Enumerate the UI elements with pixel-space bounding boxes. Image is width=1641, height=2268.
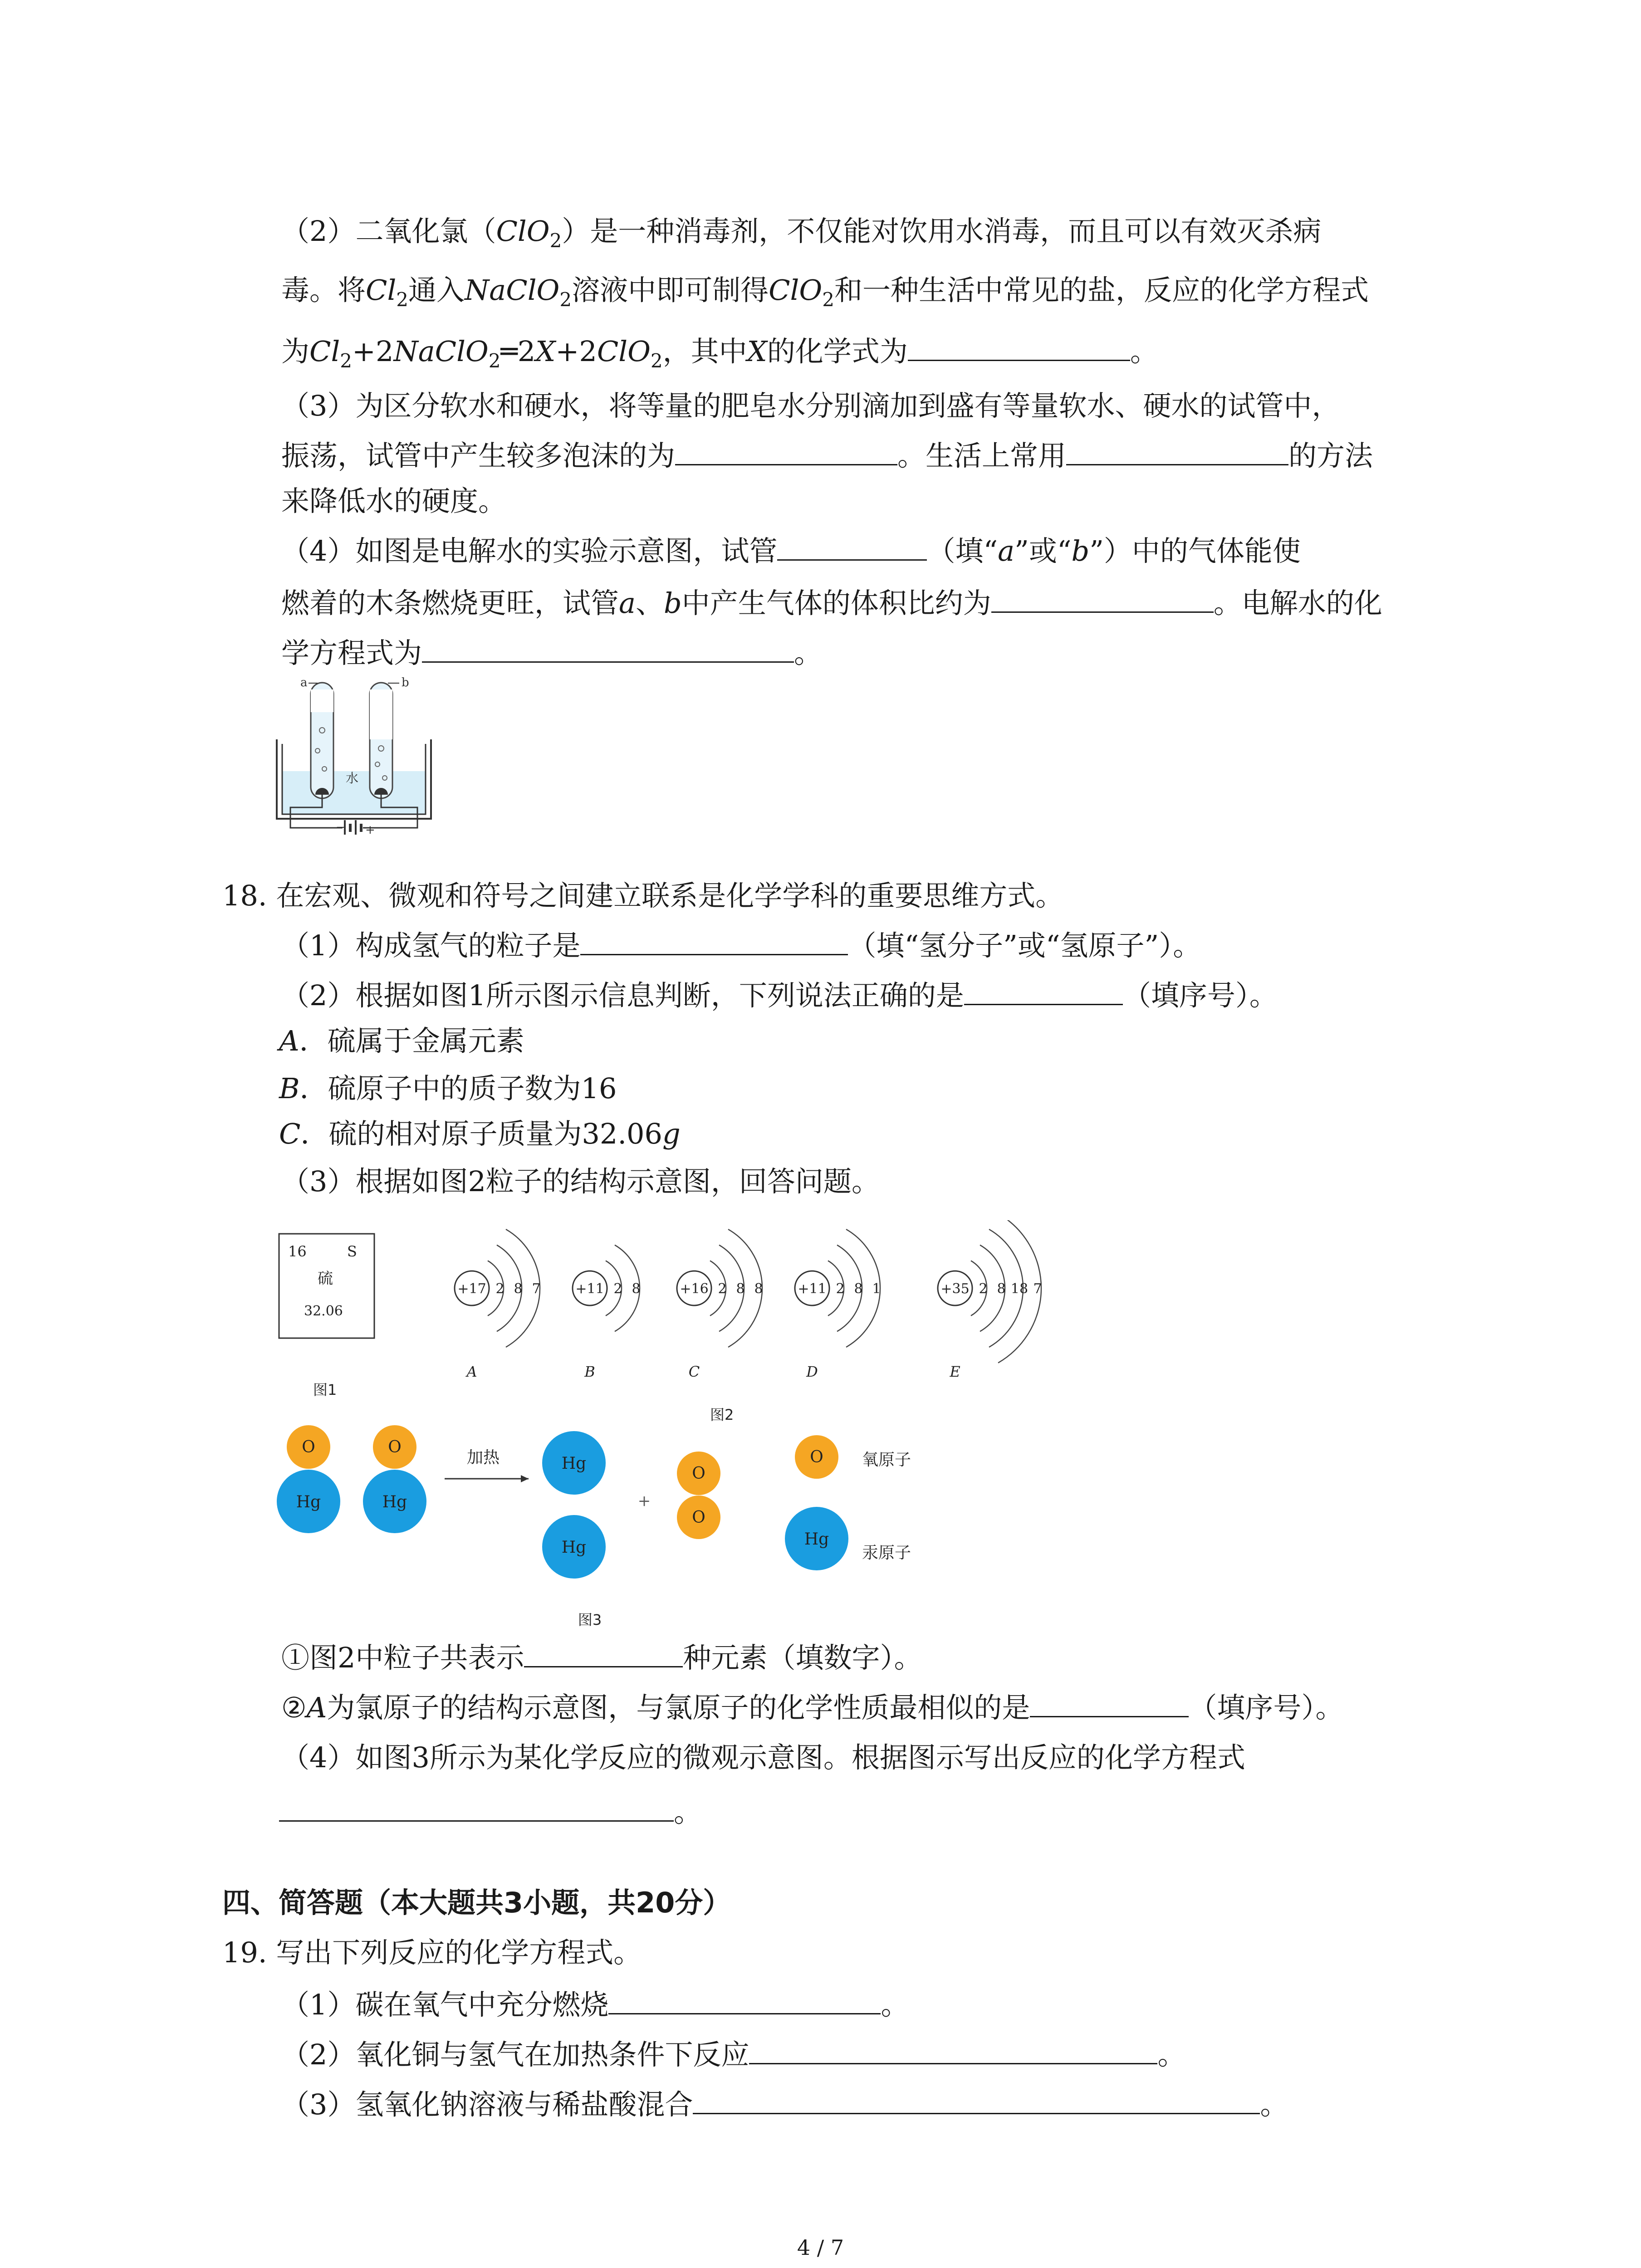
svg-text:Hg: Hg: [561, 1454, 587, 1473]
exam-page: （2）二氧化氯（ClO$_2$）是一种消毒剂，不仅能对饮用水消毒，而且可以有效灭杀病 毒。将$Cl_2$通入NaClO$_2$溶液中即可制得ClO$_2$和一种生活中常见的盐，反应的化学方程式 为$Cl_2+2NaClO_2═2X+2ClO_2$，其中X的化学式为 。 （3）为区分软水和硬水，将等量的肥皂水分别滴加到盛有等量软水、硬水的试管中， 振荡，试管中产生较多泡沫的为 。生活上常用 的方法 来降低水的硬度。 （4）如图是电解水的实验示意图，试管 （填“a”或“b”）中的气体能使 燃着的木条燃烧更旺，试管a、b中产生气体的体积比约为 。电解水的化 学方程式为 。 a b 水 − + 18. 在宏观、微观和符号之间建立联系是化学学科的重要思维方式。 （1）构成氢气的粒子是 （填“氢分子”或“氢原子”）。 （2）根据如图1所示图示信息判断，下列说法正确的是 （填序号）。 A．硫属于金属元素 B．硫原子中的质子数为16 C．硫的相对原子质量为32.06g （3）根据如图2粒子的结构示意图，回答问题。 16 S 硫 32.06 图1 +17 2 8 7 A +11 2 8 B +16 2 8 8 C +11 2 8 1 D +35 2 8 18 7 E 图2 O Hg O Hg 加热 Hg Hg + O O O 氧原子 Hg 汞原子 图3 ①图2中粒子共表示 种元素（填数字）。 ②A为氯原子的结构示意图，与氯原子的化学性质最相似的是 （填序号）。 （4）如图3所示为某化学反应的微观示意图。根据图示写出反应的化学方程式 。 四、简答题（本大题共3小题，共20分） 19. 写出下列反应的化学方程式。 （1）碳在氧气中充分燃烧 。 （2）氧化铜与氢气在加热条件下反应 。 （3）氢氧化钠溶液与稀盐酸混合 。 4 / 7: [0, 0, 1641, 2268]
tube-b-label: b: [402, 676, 409, 689]
electron-count: 18: [1010, 1281, 1029, 1297]
svg-text:O: O: [810, 1448, 823, 1466]
svg-text:Hg: Hg: [382, 1493, 407, 1511]
answer-blank[interactable]: [524, 1640, 683, 1667]
electrolysis-diagram: [272, 671, 436, 835]
atom-diagram-b: [573, 1245, 641, 1380]
electron-count: 2: [613, 1281, 622, 1297]
atom-diagram-c: [677, 1229, 763, 1380]
electron-count: 7: [532, 1281, 541, 1297]
element-name: 硫: [318, 1270, 333, 1288]
atom-diagram-a: [455, 1229, 541, 1380]
electron-count: 2: [836, 1281, 845, 1297]
electron-count: 8: [736, 1281, 745, 1297]
answer-blank[interactable]: [608, 1987, 881, 2014]
answer-blank[interactable]: [675, 438, 897, 465]
electron-count: 2: [979, 1281, 988, 1297]
svg-text:O: O: [302, 1438, 315, 1457]
electron-count: 1: [872, 1281, 881, 1297]
legend-oxygen-label: 氧原子: [862, 1451, 911, 1469]
electron-count: 2: [495, 1281, 505, 1297]
electron-count: 8: [854, 1281, 863, 1297]
answer-blank[interactable]: [422, 635, 794, 663]
tube-a-label: a: [300, 676, 308, 689]
answer-blank[interactable]: [1066, 438, 1288, 465]
figure2-caption: 图2: [710, 1406, 734, 1423]
answer-blank[interactable]: [991, 585, 1214, 613]
tube-b-gas: [370, 689, 392, 739]
svg-text:O: O: [692, 1508, 705, 1527]
answer-blank[interactable]: [580, 928, 848, 955]
figure1-caption: 图1: [313, 1381, 337, 1398]
atom-label: A: [466, 1363, 477, 1380]
nucleus-charge: +35: [941, 1281, 970, 1297]
answer-blank[interactable]: [693, 2087, 1260, 2114]
plus-sign: +: [637, 1492, 651, 1510]
svg-text:O: O: [388, 1438, 402, 1457]
atom-label: D: [806, 1363, 818, 1380]
atom-label: B: [584, 1363, 595, 1380]
answer-blank[interactable]: [908, 333, 1130, 361]
answer-blank[interactable]: [1030, 1690, 1189, 1717]
page-number: 4 / 7: [797, 2235, 844, 2260]
electron-count: 8: [754, 1281, 763, 1297]
element-symbol: S: [347, 1243, 357, 1260]
hgo-molecule: [363, 1425, 426, 1533]
arrow-head: [521, 1475, 529, 1482]
svg-text:O: O: [692, 1464, 705, 1483]
atom-diagrams: [455, 1220, 1042, 1380]
tube-a-gas: [311, 689, 333, 712]
water-label: 水: [346, 771, 359, 786]
atomic-number: 16: [288, 1243, 307, 1260]
nucleus-charge: +17: [457, 1281, 486, 1297]
nucleus-charge: +11: [575, 1281, 604, 1297]
plus-label: +: [365, 823, 375, 835]
figure3-caption: 图3: [578, 1611, 602, 1628]
answer-blank[interactable]: [964, 978, 1123, 1005]
nucleus-charge: +16: [680, 1281, 709, 1297]
atom-label: C: [688, 1363, 700, 1380]
atom-diagram-d: [795, 1229, 881, 1380]
minus-label: −: [336, 821, 346, 834]
answer-blank[interactable]: [749, 2037, 1157, 2064]
atom-label: E: [950, 1363, 960, 1380]
svg-text:Hg: Hg: [296, 1493, 321, 1511]
atom-diagram-e: [938, 1220, 1042, 1380]
answer-blank[interactable]: [279, 1794, 674, 1822]
electron-count: 2: [718, 1281, 727, 1297]
electron-count: 8: [632, 1281, 641, 1297]
hgo-molecule: [277, 1425, 340, 1533]
svg-text:Hg: Hg: [804, 1530, 829, 1549]
svg-text:Hg: Hg: [561, 1538, 587, 1557]
figure3-reaction: [272, 1420, 1043, 1628]
electron-count: 7: [1033, 1281, 1042, 1297]
electron-count: 8: [997, 1281, 1006, 1297]
nucleus-charge: +11: [798, 1281, 827, 1297]
answer-blank[interactable]: [777, 533, 927, 561]
heat-label: 加热: [466, 1448, 500, 1467]
legend-mercury-label: 汞原子: [862, 1544, 911, 1562]
atomic-mass: 32.06: [304, 1303, 343, 1319]
electron-count: 8: [514, 1281, 523, 1297]
